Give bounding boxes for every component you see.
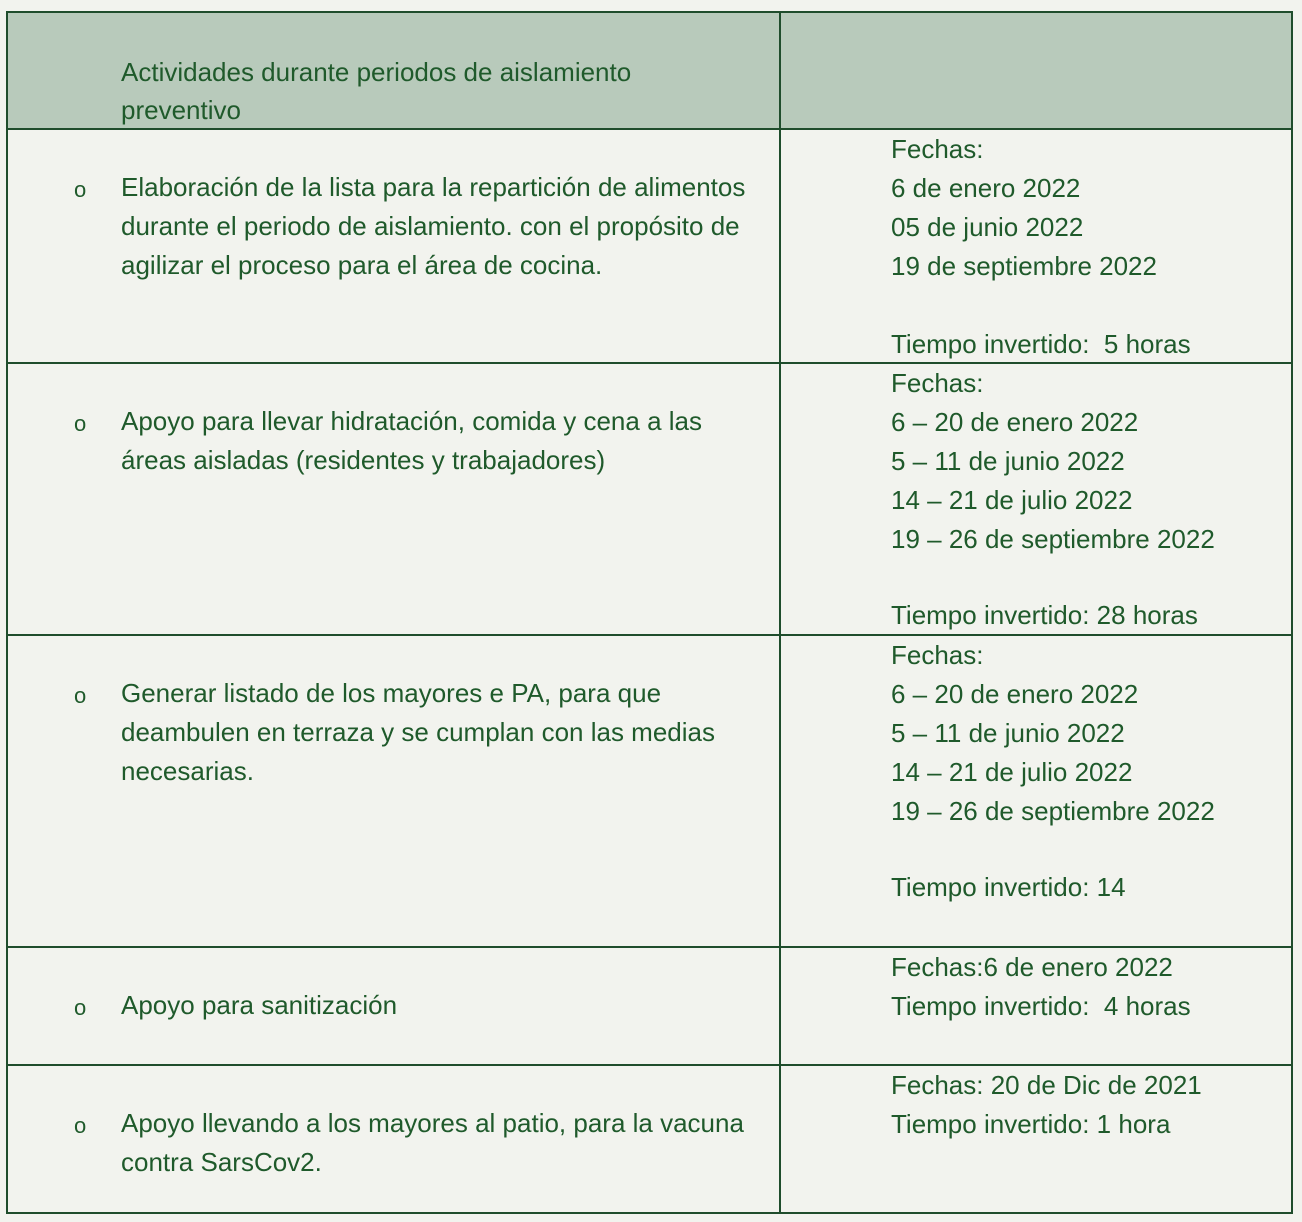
bullet-circle-icon: o [74, 1113, 87, 1138]
date-line: Fechas:6 de enero 2022 [891, 952, 1173, 982]
date-line [891, 831, 1291, 868]
activity-dates [891, 948, 1291, 1026]
date-line: 6 de enero 2022 [891, 173, 1081, 203]
time-spent: Tiempo invertido: 5 horas [891, 329, 1191, 359]
column-divider [779, 13, 781, 1212]
date-line: 14 – 21 de julio 2022 [891, 485, 1133, 515]
table-header-title: Actividades durante periodos de aislamiento preventivo [121, 57, 632, 125]
date-line: Fechas: [891, 134, 984, 164]
activity-description: Apoyo llevando a los mayores al patio, para la vacuna contra SarsCov2. [121, 1108, 744, 1177]
activity-description: Apoyo para sanitización [121, 990, 398, 1020]
activity-description: Apoyo para llevar hidratación, comida y cena a las áreas aisladas (residentes y trabajadores) [121, 406, 702, 475]
bullet-circle-icon: o [74, 995, 87, 1020]
activity-dates [891, 636, 1291, 907]
activity-dates [891, 130, 1291, 364]
activity-description: Elaboración de la lista para la repartición de alimentos durante el periodo de aislamiento. con el propósito de agilizar el proceso para el área de cocina. [121, 172, 746, 280]
activity-description: Generar listado de los mayores e PA, para que deambulen en terraza y se cumplan con las medias necesarias. [121, 678, 715, 786]
bullet-circle-icon: o [74, 177, 87, 202]
date-line: Fechas: [891, 640, 984, 670]
date-line: 6 – 20 de enero 2022 [891, 679, 1139, 709]
date-line: 5 – 11 de junio 2022 [891, 446, 1125, 476]
activity-dates [891, 364, 1291, 635]
time-spent: Tiempo invertido: 14 [891, 872, 1126, 902]
date-line [891, 286, 1291, 325]
date-line: Fechas: 20 de Dic de 2021 [891, 1070, 1202, 1100]
date-line: 19 – 26 de septiembre 2022 [891, 796, 1215, 826]
bullet-circle-icon: o [74, 683, 87, 708]
date-line: Fechas: [891, 368, 984, 398]
time-spent: Tiempo invertido: 4 horas [891, 991, 1191, 1021]
date-line [891, 559, 1291, 596]
time-spent: Tiempo invertido: 28 horas [891, 600, 1198, 630]
date-line: 05 de junio 2022 [891, 212, 1084, 242]
activities-table [6, 11, 1293, 1214]
date-line: 19 – 26 de septiembre 2022 [891, 524, 1215, 554]
time-spent: Tiempo invertido: 1 hora [891, 1109, 1171, 1139]
date-line: 5 – 11 de junio 2022 [891, 718, 1125, 748]
bullet-circle-icon: o [74, 411, 87, 436]
date-line: 6 – 20 de enero 2022 [891, 407, 1139, 437]
date-line: 14 – 21 de julio 2022 [891, 757, 1133, 787]
activity-dates [891, 1066, 1291, 1144]
date-line: 19 de septiembre 2022 [891, 251, 1157, 281]
